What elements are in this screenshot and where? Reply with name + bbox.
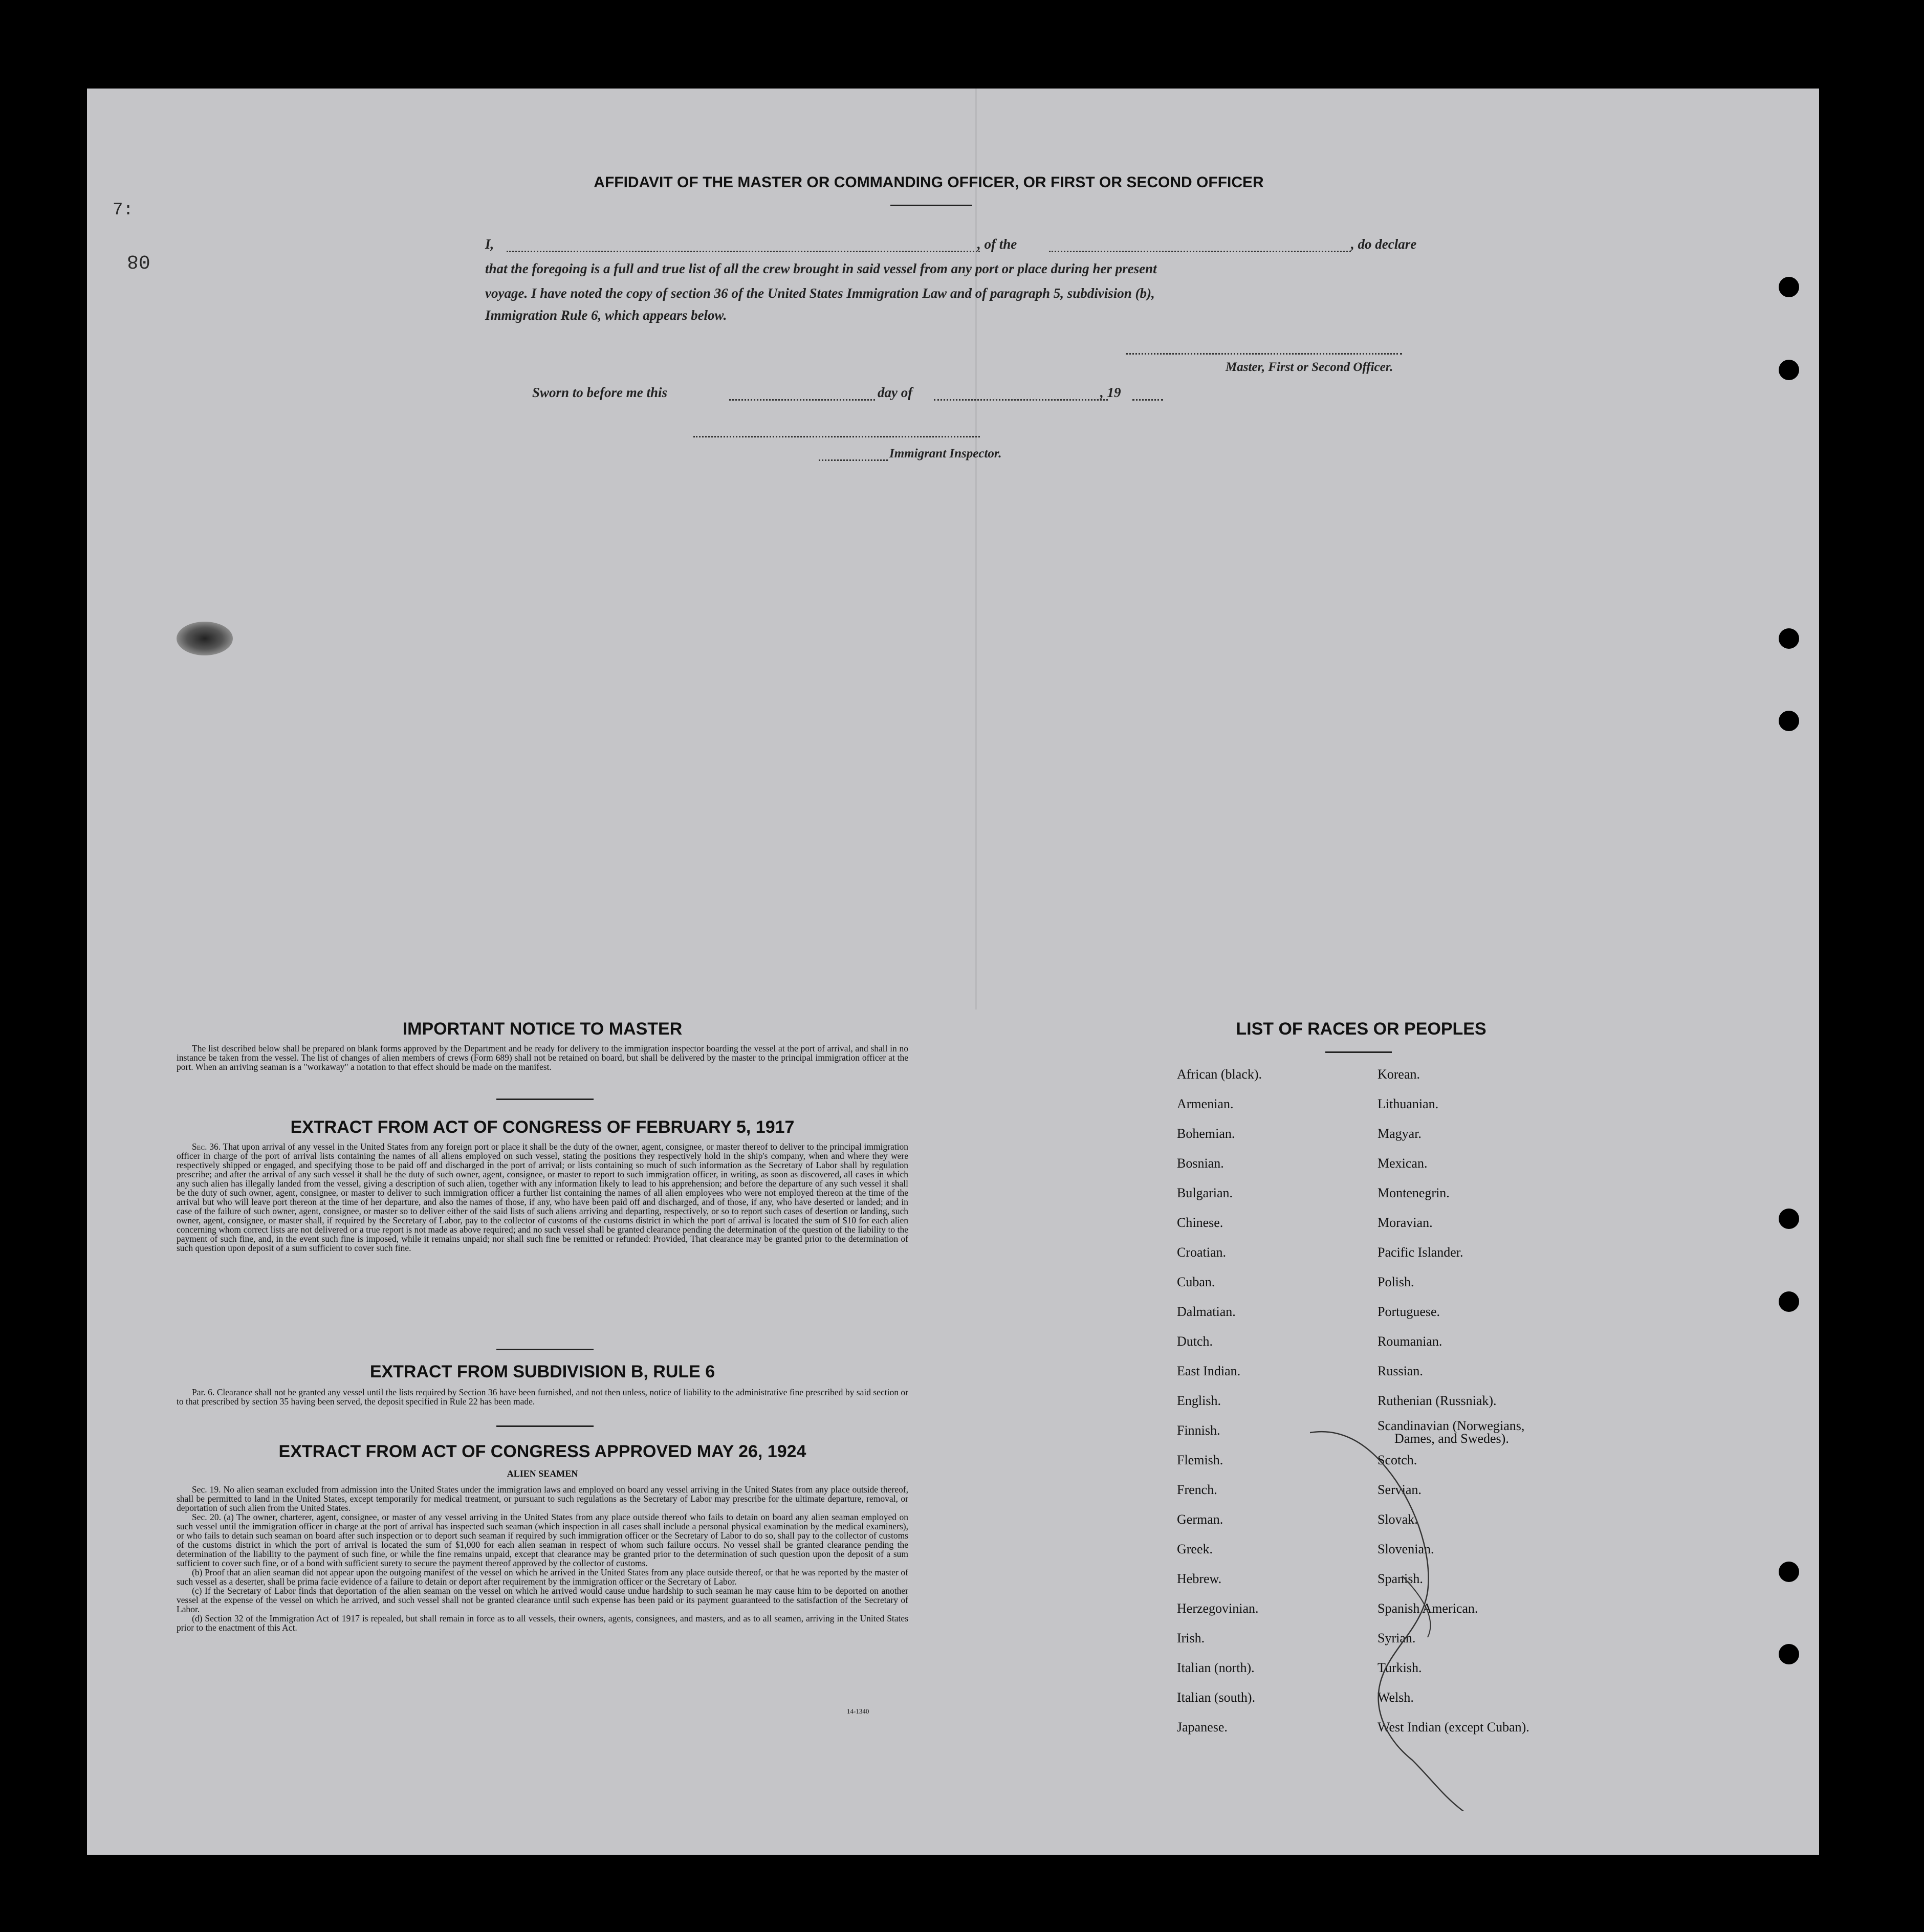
affidavit-line-3: voyage. I have noted the copy of section 36 of the United States Immigration Law and of paragraph 5, subdivision (b), [485,286,1155,301]
binder-hole [1779,1644,1799,1664]
race-right: Scandinavian (Norwegians, [1378,1418,1525,1433]
race-right: Portuguese. [1378,1304,1440,1319]
sworn-year-blank [1132,399,1163,401]
inspector-label: Immigrant Inspector. [889,447,1002,460]
section-divider [496,1099,594,1100]
binder-hole [1779,628,1799,649]
sec-20a-paragraph: Sec. 20. (a) The owner, charterer, agent, consignee, or master of any vessel arriving in the United States from any place outside thereof who fails to detain on board any alien seaman employed on such vessel until the immigration officer in charge at the port of arrival has inspected such seaman (which inspection in all cases shall include a personal physical examination by the medical examiners), or who fails to detain such seaman on board after such inspection or to deport such seaman if required by such immigration officer or the Secretary of Labor to do so, shall pay to the collector of customs of the customs district in which the port of arrival is located the sum of $1,000 for each alien seaman in respect of whom such failure occurs. No vessel shall be granted clearance pending the determination of the liability to the payment of such fine, or while the fine remains unpaid, except that clearance may be granted prior to the determination of such question upon the deposit of a sum sufficient to cover such fine, or of a bond with sufficient surety to secure the payment thereof approved by the collector of customs. [177,1512,908,1568]
race-left: Hebrew. [1177,1571,1222,1586]
sec-20d-paragraph: (d) Section 32 of the Immigration Act of 1917 is repealed, but shall remain in force as to all vessels, their owners, agents, consignees, and masters, and as to all seamen, arriving in the United States prior to the enactment of this Act. [177,1613,908,1633]
race-left: German. [1177,1512,1223,1527]
race-right: Spanish American. [1378,1601,1478,1616]
page-fold [975,89,977,1009]
extract-rule6-title: EXTRACT FROM SUBDIVISION B, RULE 6 [369,1362,715,1381]
race-left: Armenian. [1177,1096,1234,1111]
affidavit-declarant: I, [485,236,494,252]
race-left: English. [1177,1393,1221,1408]
race-right: Polish. [1378,1275,1414,1289]
sworn-date-blank [729,399,875,401]
binder-hole [1779,711,1799,731]
alien-seamen-subtitle: ALIEN SEAMEN [507,1468,578,1479]
races-title: LIST OF RACES OR PEOPLES [1236,1019,1486,1039]
race-left: Croatian. [1177,1245,1227,1260]
race-right: Dames, and Swedes). [1394,1431,1509,1446]
extract-1917-title: EXTRACT FROM ACT OF CONGRESS OF FEBRUARY 5, 1917 [290,1117,795,1137]
race-right: Scotch. [1378,1453,1417,1467]
extract-rule6-body [177,1388,908,1406]
race-right: Mexican. [1378,1156,1428,1171]
race-left: Bosnian. [1177,1156,1224,1171]
race-left: Italian (north). [1177,1660,1255,1675]
race-left: Irish. [1177,1631,1205,1645]
inspector-signature-line [693,436,980,437]
sec-36-label: Sec. 36. [192,1141,221,1152]
race-left: Finnish. [1177,1423,1220,1438]
affidavit-title: AFFIDAVIT OF THE MASTER OR COMMANDING OFFICER, OR FIRST OR SECOND OFFICER [594,174,1264,191]
race-right: Magyar. [1378,1126,1422,1141]
sworn-month-blank [934,399,1108,401]
race-right: Slovenian. [1378,1542,1434,1556]
race-left: Herzegovinian. [1177,1601,1259,1616]
race-right: Lithuanian. [1378,1096,1439,1111]
race-left: Bohemian. [1177,1126,1235,1141]
margin-mark: 7: [113,201,134,220]
race-right: Turkish. [1378,1660,1422,1675]
affidavit-of-the: , of the [977,236,1017,252]
sec-36-text: That upon arrival of any vessel in the United States from any foreign port or place it shall be the duty of the owner, agent, consignee, or master thereof to deliver to the principal immigration officer in charge of the port of arrival lists containing the names of all aliens employed on such vessel, stating the positions they respectively hold in the ship's company, when and where they were respectively shipped or engaged, and specifying those to be paid off and discharged in the port of arrival; or lists containing so much of such information as the Secretary of Labor shall by regulation prescribe; and after the arrival of any such vessel it shall be the duty of such owner, agent, consignee, or master to report to such immigration officer, in writing, as soon as discovered, all cases in which any such alien has illegally landed from the vessel, giving a description of such alien, together with any information likely to lead to his apprehension; and before the departure of any such vessel it shall be the duty of such owner, agent, consignee, or master to deliver to such immigration officer a further list containing the names of all alien employees who were not employed thereon at the time of the arrival but who will leave port thereon at the time of her departure, and also the names of those, if any, who have been paid off and discharged, and of those, if any, who have deserted or landed; and in case of the failure of such owner, agent, consignee, or master so to deliver either of the said lists of such aliens arriving and departing, respectively, or so to report such cases of desertion or landing, such owner, agent, consignee, or master shall, if required by the Secretary of Labor, pay to the collector of customs of the customs district in which the port of arrival is located the sum of $10 for each alien concerning whom correct lists are not delivered or a true report is not made as above required; and no such vessel shall be granted clearance pending the determination of the question of the liability to the payment of such fine, and, in the event such fine is imposed, while it remains unpaid; nor shall such fine be remitted or refunded: Provided, That clearance may be granted prior to the determination of such question upon deposit of a sum sufficient to cover such fine. [177,1141,908,1253]
binder-hole [1779,277,1799,297]
pen-scribble [1310,1422,1484,1811]
race-left: Dutch. [1177,1334,1213,1349]
race-right: Welsh. [1378,1690,1414,1705]
race-left: African (black). [1177,1067,1262,1082]
master-signature-label: Master, First or Second Officer. [1226,360,1393,374]
race-right: Moravian. [1378,1215,1433,1230]
binder-hole [1779,1562,1799,1582]
binder-hole [1779,1291,1799,1312]
race-left: Japanese. [1177,1720,1228,1735]
master-signature-line [1126,353,1402,355]
name-blank [507,251,980,252]
ink-stain [177,622,233,655]
sec-20b-paragraph: (b) Proof that an alien seaman did not appear upon the outgoing manifest of the vessel on which he arrived in the United States from any place outside thereof, or that he was reported by the master of such vessel as a deserter, shall be prima facie evidence of a failure to detain or deport after requirement by the immigration officer or the Secretary of Labor. [177,1567,908,1587]
notice-paragraph: The list described below shall be prepared on blank forms approved by the Department and be ready for delivery to the immigration inspector boarding the vessel at the port of arrival, and shall in no instance be taken from the vessel. The list of changes of alien members of crews (Form 689) shall not be retained on board, but shall be delivered by the master to the principal immigration officer at the port. When an arriving seaman is a "workaway" a notation to that effect should be made on the manifest. [177,1043,908,1072]
race-right: Spanish. [1378,1571,1423,1586]
races-title-underline [1325,1051,1392,1053]
race-left: Italian (south). [1177,1690,1256,1705]
extract-1924-body [177,1485,908,1632]
form-number: 14-1340 [847,1707,869,1715]
affidavit-line-2: that the foregoing is a full and true list of all the crew brought in said vessel from any port or place during her present [485,261,1157,276]
race-left: Bulgarian. [1177,1185,1233,1200]
race-left: Dalmatian. [1177,1304,1236,1319]
extract-1924-title: EXTRACT FROM ACT OF CONGRESS APPROVED MAY 26, 1924 [278,1442,806,1461]
race-right: Russian. [1378,1364,1423,1378]
race-right: Pacific Islander. [1378,1245,1463,1260]
section-divider [496,1349,594,1350]
sec-20c-paragraph: (c) If the Secretary of Labor finds that deportation of the alien seaman on the vessel on which he arrived would cause undue hardship to such seaman he may cause him to be deported on another vessel at the expense of the vessel on which he arrived, and such vessel shall not be granted clearance until such expense has been paid or its payment guaranteed to the satisfaction of the Secretary of Labor. [177,1586,908,1614]
extract-1917-body [177,1142,908,1253]
race-right: Slovak. [1378,1512,1418,1527]
sworn-day-of: day of [878,385,913,400]
vessel-blank [1049,251,1351,252]
par-6-paragraph: Par. 6. Clearance shall not be granted any vessel until the lists required by Section 36 have been furnished, and not then unless, notice of liability to the administrative fine prescribed by said section or to that prescribed by section 35 having been served, the deposit specified in Rule 22 has been made. [177,1387,908,1407]
race-right: Servian. [1378,1482,1422,1497]
race-left: East Indian. [1177,1364,1241,1378]
title-underline [890,205,972,206]
binder-hole [1779,1209,1799,1229]
sworn-year: , 19 [1100,385,1121,400]
race-right: Syrian. [1378,1631,1416,1645]
race-right: Ruthenian (Russniak). [1378,1393,1497,1408]
binder-hole [1779,360,1799,380]
margin-mark: 08 [127,250,150,272]
affidavit-line-4: Immigration Rule 6, which appears below. [485,308,727,323]
race-right: Montenegrin. [1378,1185,1450,1200]
race-right: West Indian (except Cuban). [1378,1720,1529,1735]
inspector-sub-line [819,459,888,461]
race-left: French. [1177,1482,1217,1497]
race-left: Greek. [1177,1542,1213,1556]
race-right: Korean. [1378,1067,1420,1082]
race-left: Cuban. [1177,1275,1215,1289]
notice-title: IMPORTANT NOTICE TO MASTER [402,1019,683,1039]
section-divider [496,1425,594,1427]
sworn-text: Sworn to before me this [532,385,668,400]
race-left: Chinese. [1177,1215,1223,1230]
sec-19-paragraph: Sec. 19. No alien seaman excluded from admission into the United States under the immigration laws and employed on board any vessel arriving in the United States from any place outside thereof, shall be permitted to land in the United States, except temporarily for medical treatment, or pursuant to such regulations as the Secretary of Labor may prescribe for the ultimate departure, removal, or deportation of such alien from the United States. [177,1484,908,1513]
notice-body [177,1044,908,1071]
sec-36-paragraph [177,1142,908,1253]
race-left: Flemish. [1177,1453,1223,1467]
affidavit-declare: , do declare [1351,236,1417,252]
race-right: Roumanian. [1378,1334,1442,1349]
